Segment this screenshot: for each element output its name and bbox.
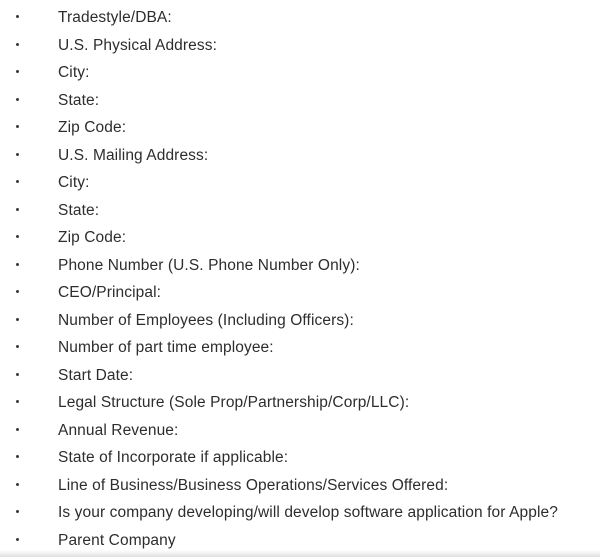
list-item-label: Zip Code:	[58, 119, 127, 136]
list-item	[0, 389, 600, 417]
bullet-icon	[16, 15, 19, 18]
bullet-icon	[16, 318, 19, 321]
bullet-icon	[16, 290, 19, 293]
list-item	[0, 527, 600, 555]
list-item-label: Start Date:	[58, 366, 134, 384]
list-item	[0, 169, 600, 197]
list-item-label: Number of Employees (Including Officers):	[58, 311, 354, 329]
list-item-label: Annual Revenue:	[58, 421, 179, 439]
list-item	[0, 224, 600, 252]
bullet-icon	[16, 43, 19, 46]
list-item	[0, 334, 600, 362]
bullet-icon	[16, 373, 19, 376]
list-item-label: U.S. Physical Address:	[58, 36, 217, 54]
list-item-label: U.S. Mailing Address:	[58, 146, 209, 164]
list-item	[0, 417, 600, 445]
bullet-icon	[16, 180, 19, 183]
list-item	[0, 114, 600, 142]
list-item	[0, 362, 600, 390]
list-item-label: Phone Number (U.S. Phone Number Only):	[58, 256, 360, 274]
list-item	[0, 87, 600, 115]
bullet-icon	[16, 483, 19, 486]
bullet-icon	[16, 345, 19, 348]
list-item-label: City:	[58, 174, 90, 191]
bullet-icon	[16, 428, 19, 431]
bullet-icon	[16, 235, 19, 238]
list-item-label: City:	[58, 64, 90, 81]
list-item-label: Legal Structure (Sole Prop/Partnership/Corp/LLC):	[58, 394, 410, 411]
list-item	[0, 197, 600, 225]
list-item	[0, 32, 600, 60]
list-item-label: Is your company developing/will develop software application for Apple?	[58, 504, 558, 521]
list-item-label: State of Incorporate if applicable:	[58, 449, 289, 466]
list-item	[0, 279, 600, 307]
bullet-icon	[16, 208, 19, 211]
list-item	[0, 499, 600, 527]
bullet-icon	[16, 400, 19, 403]
bullet-icon	[16, 455, 19, 458]
bullet-icon	[16, 263, 19, 266]
list-item-label: State:	[58, 201, 100, 219]
list-item-label: Line of Business/Business Operations/Services Offered:	[58, 476, 449, 494]
list-item-label: State:	[58, 91, 100, 109]
list-item	[0, 142, 600, 170]
list-item-label: Parent Company	[58, 531, 176, 549]
bullet-icon	[16, 538, 19, 541]
bullet-icon	[16, 125, 19, 128]
bullet-icon	[16, 70, 19, 73]
list-item-label: Zip Code:	[58, 229, 127, 246]
list-item	[0, 307, 600, 335]
bullet-icon	[16, 510, 19, 513]
list-item	[0, 4, 600, 32]
field-list	[0, 4, 600, 554]
list-item	[0, 472, 600, 500]
list-item	[0, 59, 600, 87]
list-item-label: Number of part time employee:	[58, 339, 274, 356]
list-item	[0, 252, 600, 280]
list-item-label: CEO/Principal:	[58, 284, 162, 301]
list-item-label: Tradestyle/DBA:	[58, 9, 172, 26]
bullet-icon	[16, 98, 19, 101]
list-item	[0, 444, 600, 472]
bullet-icon	[16, 153, 19, 156]
